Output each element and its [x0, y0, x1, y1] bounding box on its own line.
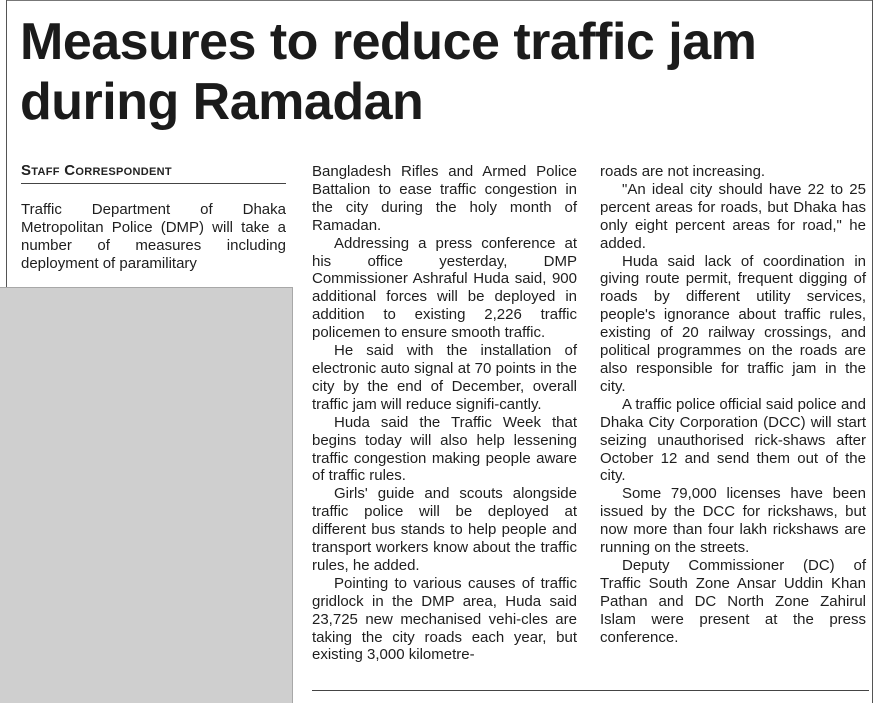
- paragraph: Some 79,000 licenses have been issued by the DCC for rickshaws, but now more than four lakh rickshaws are running on the streets.: [600, 485, 866, 557]
- paragraph: Bangladesh Rifles and Armed Police Battalion to ease traffic congestion in the city during the holy month of Ramadan.: [312, 163, 577, 234]
- bottom-divider: [312, 690, 869, 691]
- column-2: [312, 163, 577, 664]
- paragraph: Traffic Department of Dhaka Metropolitan Police (DMP) will take a number of measures including deployment of paramilitary: [21, 201, 286, 272]
- paragraph: Huda said lack of coordination in giving route permit, frequent digging of roads by different utility services, people's ignorance about traffic rules, existing of 20 railway crossings, and political programmes on the roads are also responsible for traffic jam in the city.: [600, 252, 866, 395]
- byline: Staff Correspondent: [21, 162, 172, 179]
- paragraph: "An ideal city should have 22 to 25 percent areas for roads, but Dhaka has only eight percent areas for road," he added.: [600, 180, 866, 252]
- paragraph: Girls' guide and scouts alongside traffic police will be deployed at different bus stands to help people and transport workers know about the traffic rules, he added.: [312, 485, 577, 574]
- paragraph: Addressing a press conference at his office yesterday, DMP Commissioner Ashraful Huda said, 900 additional forces will be deployed in addition to existing 2,226 traffic policemen to ensure smooth traffic.: [312, 234, 577, 342]
- paragraph: Deputy Commissioner (DC) of Traffic South Zone Ansar Uddin Khan Pathan and DC North Zone Zahirul Islam were present at the press conference.: [600, 556, 866, 646]
- paragraph: Pointing to various causes of traffic gridlock in the DMP area, Huda said 23,725 new mechanised vehi-cles are taking the city roads each year, but existing 3,000 kilometre-: [312, 574, 577, 664]
- top-border-rule: [6, 0, 873, 1]
- photo-placeholder: [0, 287, 293, 703]
- byline-divider: [21, 183, 286, 184]
- headline: Measures to reduce traffic jam during Ramadan: [20, 13, 757, 131]
- paragraph: Huda said the Traffic Week that begins today will also help lessening traffic congestion making people aware of traffic rules.: [312, 413, 577, 485]
- column-1: [21, 201, 286, 273]
- column-3: [600, 163, 866, 646]
- paragraph: He said with the installation of electronic auto signal at 70 points in the city by the end of December, overall traffic jam will reduce signifi-cantly.: [312, 342, 577, 413]
- paragraph: A traffic police official said police and Dhaka City Corporation (DCC) will start seizing unauthorised rick-shaws after October 12 and send them out of the city.: [600, 395, 866, 485]
- paragraph: roads are not increasing.: [600, 163, 766, 180]
- right-border-rule: [872, 0, 873, 703]
